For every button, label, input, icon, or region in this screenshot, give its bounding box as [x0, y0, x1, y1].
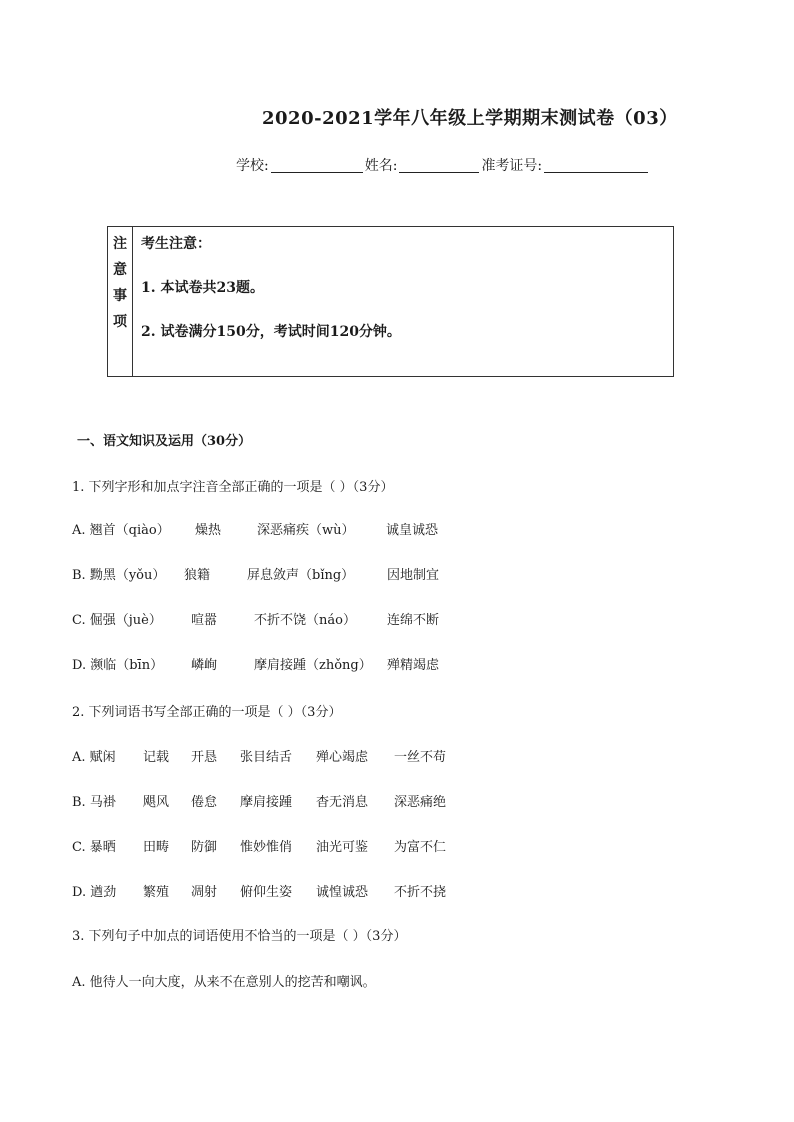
option-item: 防御: [191, 840, 218, 855]
option-item: 殚精竭虑: [387, 658, 440, 673]
option-item: A. 他待人一向大度，从来不在意别人的挖苦和嘲讽。: [72, 975, 376, 990]
option-item: 因地制宜: [387, 568, 440, 583]
question-option: [72, 519, 438, 538]
name-label: 姓名:: [364, 158, 398, 174]
option-item: 不折不挠: [394, 885, 447, 900]
notice-item: 1. 本试卷共23题。: [141, 280, 264, 296]
option-item: 繁殖: [143, 885, 170, 900]
option-item: 摩肩接踵: [240, 795, 293, 810]
name-blank[interactable]: [399, 158, 479, 173]
option-item: B. 黝黑（yǒu）: [72, 568, 166, 583]
exam-id-blank[interactable]: [544, 158, 648, 173]
option-item: 为富不仁: [394, 840, 447, 855]
section-heading: 一、语文知识及运用（30分）: [77, 434, 252, 449]
option-item: 摩肩接踵（zhǒng）: [254, 658, 372, 673]
option-item: 诚皇诚恐: [386, 523, 439, 538]
option-item: B. 马褂: [72, 795, 116, 810]
option-item: 飓风: [143, 795, 170, 810]
question-option: [72, 971, 376, 990]
option-item: 凋射: [191, 885, 218, 900]
option-item: 殚心竭虑: [316, 750, 369, 765]
school-blank[interactable]: [271, 158, 363, 173]
option-item: D. 濒临（bīn）: [72, 658, 164, 673]
option-item: 屏息敛声（bǐng）: [247, 568, 355, 583]
question-option: [72, 746, 446, 765]
option-item: 记载: [143, 750, 170, 765]
option-item: 倦怠: [191, 795, 218, 810]
option-item: 深恶痛疾（wù）: [257, 523, 355, 538]
option-item: 诚惶诚恐: [316, 885, 369, 900]
notice-side-char: 事: [113, 288, 127, 304]
option-item: 田畴: [143, 840, 170, 855]
question-option: [72, 654, 439, 673]
option-item: 连绵不断: [387, 613, 440, 628]
question-option: [72, 836, 446, 855]
question-option: [72, 609, 439, 628]
notice-box: [107, 226, 674, 377]
notice-side-char: 项: [113, 314, 127, 330]
option-item: 惟妙惟俏: [240, 840, 293, 855]
option-item: A. 赋闲: [72, 750, 116, 765]
question-option: [72, 881, 446, 900]
notice-side-label: [108, 227, 133, 376]
option-item: 开恳: [191, 750, 218, 765]
option-item: 狼籍: [184, 568, 211, 583]
question-stem: 1. 下列字形和加点字注音全部正确的一项是（ ）（3分）: [72, 480, 394, 495]
student-info-line: [236, 155, 650, 175]
notice-side-char: 意: [113, 262, 127, 278]
option-item: C. 暴晒: [72, 840, 116, 855]
option-item: 不折不饶（náo）: [254, 613, 356, 628]
option-item: 深恶痛绝: [394, 795, 447, 810]
option-item: 油光可鉴: [316, 840, 369, 855]
question-stem: 2. 下列词语书写全部正确的一项是（ ）（3分）: [72, 705, 342, 720]
option-item: 俯仰生姿: [240, 885, 293, 900]
notice-body: [133, 227, 401, 376]
notice-heading: 考生注意：: [141, 236, 211, 252]
exam-title: 2020-2021学年八年级上学期期末测试卷（03）: [262, 108, 678, 129]
option-item: A. 翘首（qiào）: [72, 523, 170, 538]
option-item: D. 遒劲: [72, 885, 117, 900]
question-option: [72, 791, 446, 810]
option-item: 一丝不苟: [394, 750, 447, 765]
school-label: 学校:: [236, 158, 269, 174]
option-item: 喧嚣: [191, 613, 218, 628]
option-item: 张目结舌: [240, 750, 293, 765]
question-option: [72, 564, 439, 583]
notice-side-char: 注: [113, 236, 127, 252]
option-item: 嶙峋: [191, 658, 218, 673]
question-stem: 3. 下列句子中加点的词语使用不恰当的一项是（ ）（3分）: [72, 929, 407, 944]
notice-item: 2. 试卷满分150分，考试时间120分钟。: [141, 324, 401, 340]
option-item: C. 倔强（juè）: [72, 613, 162, 628]
option-item: 燥热: [195, 523, 222, 538]
option-item: 杳无消息: [316, 795, 369, 810]
exam-id-label: 准考证号:: [481, 158, 543, 174]
